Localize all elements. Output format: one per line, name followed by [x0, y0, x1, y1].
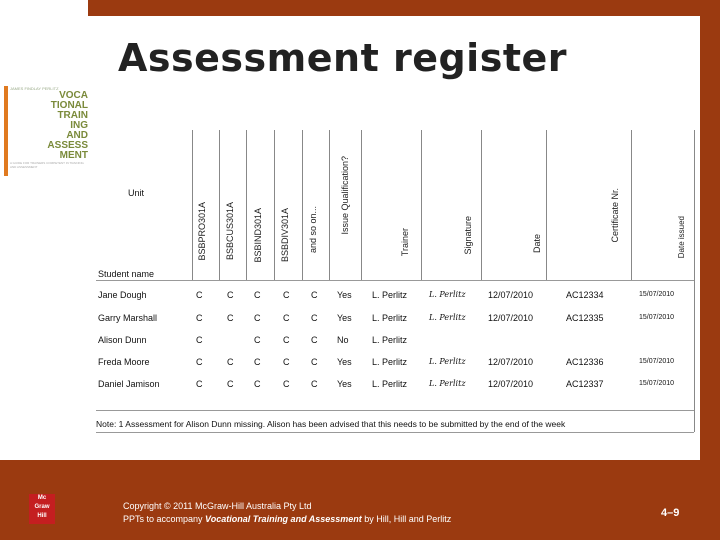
row-cert: AC12337: [566, 379, 604, 389]
student-name-label: Student name: [98, 269, 155, 279]
row-trainer: L. Perlitz: [372, 379, 408, 389]
grid-line: [481, 130, 482, 280]
page-title: Assessment register: [118, 36, 568, 80]
header-and-so-on: and so on...: [308, 206, 318, 254]
left-panel: [0, 0, 88, 540]
row-name: Alison Dunn: [98, 335, 147, 345]
row-unit-result: C: [254, 335, 261, 345]
grid-line: [96, 280, 694, 281]
row-signature: L. Perlitz: [429, 290, 466, 299]
row-cert: AC12335: [566, 313, 604, 323]
grid-line: [694, 130, 695, 432]
ppt-suffix: by Hill, Hill and Perlitz: [361, 514, 452, 524]
grid-line: [631, 130, 632, 280]
row-unit-result: C: [196, 379, 203, 389]
grid-line: [361, 130, 362, 280]
row-date: 12/07/2010: [488, 313, 534, 323]
book-title: Vocational Training and Assessment: [205, 514, 362, 524]
grid-line: [274, 130, 275, 280]
row-issue: Yes: [337, 357, 352, 367]
grid-line: [546, 130, 547, 280]
header-trainer: Trainer: [400, 228, 410, 257]
row-unit-result: C: [283, 335, 290, 345]
row-name: Jane Dough: [98, 290, 147, 300]
cover-title: [4, 91, 88, 161]
footnote: Note: 1 Assessment for Alison Dunn missing. Alison has been advised that this needs to be submitted by the end of the week: [96, 419, 566, 429]
cover-word: VOCA: [59, 90, 88, 101]
page-number: 4–9: [661, 507, 680, 519]
row-trainer: L. Perlitz: [372, 357, 408, 367]
copyright-block: [123, 500, 451, 526]
row-signature: L. Perlitz: [429, 379, 466, 388]
row-trainer: L. Perlitz: [372, 335, 408, 345]
row-unit-result: C: [254, 357, 261, 367]
row-unit-result: C: [254, 313, 261, 323]
grid-line: [192, 130, 193, 280]
grid-line: [421, 130, 422, 280]
row-unit-result: C: [227, 357, 234, 367]
row-unit-result: C: [311, 357, 318, 367]
grid-line: [96, 410, 694, 411]
row-issue: Yes: [337, 290, 352, 300]
row-signature: L. Perlitz: [429, 357, 466, 366]
row-date: 12/07/2010: [488, 290, 534, 300]
cover-accent: [4, 86, 8, 176]
row-issued: 15/07/2010: [639, 291, 675, 298]
row-issue: No: [337, 335, 349, 345]
row-cert: AC12336: [566, 357, 604, 367]
row-unit-result: C: [311, 290, 318, 300]
row-unit-result: C: [196, 335, 203, 345]
right-bar: [700, 16, 720, 460]
row-unit-result: C: [254, 290, 261, 300]
row-unit-result: C: [311, 335, 318, 345]
unit-label: Unit: [128, 188, 145, 198]
row-unit-result: C: [196, 290, 203, 300]
cover-word: AND: [66, 130, 88, 141]
assessment-table: [96, 130, 694, 432]
header-signature: Signature: [463, 216, 473, 255]
copyright-line: Copyright © 2011 McGraw-Hill Australia Pty Ltd: [123, 501, 312, 511]
row-date: 12/07/2010: [488, 379, 534, 389]
row-unit-result: C: [254, 379, 261, 389]
row-unit-result: C: [196, 357, 203, 367]
grid-line: [219, 130, 220, 280]
row-date: 12/07/2010: [488, 357, 534, 367]
row-issued: 15/07/2010: [639, 358, 675, 365]
row-unit-result: C: [311, 379, 318, 389]
row-unit-result: C: [227, 313, 234, 323]
row-issued: 15/07/2010: [639, 314, 675, 321]
row-cert: AC12334: [566, 290, 604, 300]
row-unit-result: C: [283, 290, 290, 300]
cover-word: ING: [70, 120, 88, 131]
row-unit-result: C: [283, 357, 290, 367]
grid-line: [246, 130, 247, 280]
logo-line: Mc: [37, 495, 47, 501]
row-issue: Yes: [337, 313, 352, 323]
row-unit-result: C: [283, 379, 290, 389]
cover-word: ASSESS: [47, 140, 88, 151]
top-bar: [88, 0, 720, 16]
header-certificate-nr: Certificate Nr.: [610, 188, 620, 243]
row-name: Freda Moore: [98, 357, 150, 367]
logo-line: Hill: [37, 513, 47, 519]
row-name: Daniel Jamison: [98, 379, 160, 389]
header-unit-1: BSBPRO301A: [197, 202, 207, 261]
header-unit-2: BSBCUS301A: [225, 202, 235, 261]
row-issued: 15/07/2010: [639, 380, 675, 387]
header-date: Date: [532, 234, 542, 254]
row-unit-result: C: [311, 313, 318, 323]
row-signature: L. Perlitz: [429, 313, 466, 322]
header-unit-4: BSBDIV301A: [280, 208, 290, 263]
mcgraw-hill-logo: [29, 494, 55, 524]
row-issue: Yes: [337, 379, 352, 389]
cover-tagline: A GUIDE FOR TRAINERS COMPETENT IN TRAINING AND ASSESSMENT: [10, 161, 84, 169]
row-unit-result: C: [227, 290, 234, 300]
ppt-prefix: PPTs to accompany: [123, 514, 206, 524]
cover-word: MENT: [59, 150, 88, 161]
grid-line: [329, 130, 330, 280]
row-trainer: L. Perlitz: [372, 313, 408, 323]
cover-word: TIONAL: [50, 100, 88, 111]
logo-line: Graw: [34, 504, 50, 510]
cover-authors: JAMES FINDLAY PERLITZ: [10, 86, 59, 91]
row-unit-result: C: [283, 313, 290, 323]
row-trainer: L. Perlitz: [372, 290, 408, 300]
row-unit-result: C: [227, 379, 234, 389]
row-name: Garry Marshall: [98, 313, 158, 323]
ppt-line: [123, 513, 451, 526]
book-cover: [4, 86, 88, 176]
grid-line: [302, 130, 303, 280]
header-issue-qualification: Issue Qualification?: [340, 156, 350, 235]
header-unit-3: BSBIND301A: [253, 208, 263, 263]
cover-word: TRAIN: [57, 110, 88, 121]
grid-line: [96, 432, 694, 433]
header-date-issued: Date issued: [677, 216, 686, 259]
row-unit-result: C: [196, 313, 203, 323]
